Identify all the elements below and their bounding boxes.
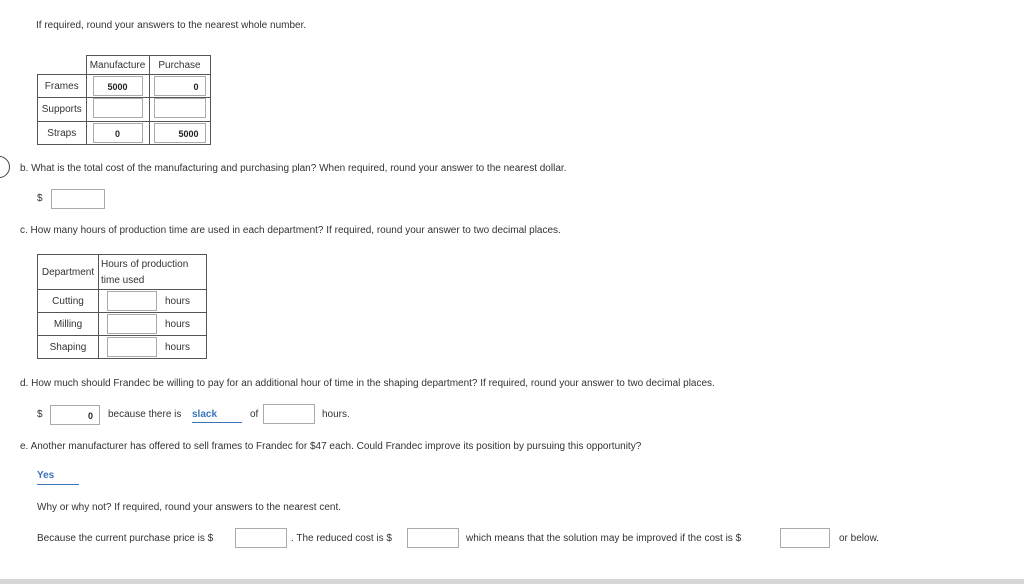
question-c-text: c. How many hours of production time are used in each department? If required, round your answer to two decimal places. [20, 225, 561, 236]
dept-label-cutting: Cutting [38, 290, 99, 313]
plan-table [37, 55, 211, 145]
total-cost-input[interactable] [51, 189, 105, 209]
shaping-price-input[interactable]: 0 [50, 405, 100, 425]
intro-instruction: If required, round your answers to the nearest whole number. [36, 20, 307, 31]
current-price-label: Because the current purchase price is $ [37, 533, 214, 544]
bottom-scroll-rule [0, 579, 1024, 584]
frames-purchase-input[interactable]: 0 [154, 76, 206, 96]
hours-table [37, 254, 207, 359]
current-purchase-price-input[interactable] [235, 528, 287, 548]
improve-threshold-label: which means that the solution may be improved if the cost is $ [466, 533, 742, 544]
slack-amount-input[interactable] [263, 404, 315, 424]
supports-purchase-input[interactable] [154, 98, 206, 118]
header-hours-of-production: Hours of production time used [99, 255, 207, 290]
row-label-frames: Frames [38, 75, 87, 98]
reduced-cost-label: . The reduced cost is $ [291, 533, 392, 544]
supports-manufacture-input[interactable] [93, 98, 143, 118]
frames-manufacture-input[interactable]: 5000 [93, 76, 143, 96]
shaping-price-currency: $ [37, 409, 43, 420]
milling-hours-unit: hours [165, 318, 191, 330]
header-manufacture: Manufacture [86, 56, 149, 75]
row-label-straps: Straps [38, 122, 87, 145]
or-below-text: or below. [839, 533, 880, 544]
hours-suffix-text: hours. [322, 409, 350, 420]
why-or-why-not-text: Why or why not? If required, round your answers to the nearest cent. [37, 502, 342, 513]
straps-manufacture-input[interactable]: 0 [93, 123, 143, 143]
cutting-hours-input[interactable] [107, 291, 157, 311]
dept-label-milling: Milling [38, 313, 99, 336]
cutting-hours-unit: hours [165, 295, 191, 307]
straps-purchase-input[interactable]: 5000 [154, 123, 206, 143]
of-text: of [250, 409, 259, 420]
shaping-hours-input[interactable] [107, 337, 157, 357]
shaping-hours-unit: hours [165, 341, 191, 353]
slack-dropdown[interactable]: slack [192, 409, 242, 423]
improve-position-dropdown[interactable]: Yes [37, 470, 79, 485]
dept-label-shaping: Shaping [38, 336, 99, 359]
because-there-is-text: because there is [108, 409, 182, 420]
question-d-text: d. How much should Frandec be willing to pay for an additional hour of time in the shaping department? If required, round your answer to two decimal places. [20, 378, 715, 389]
row-label-supports: Supports [38, 98, 87, 122]
question-marker-circle [0, 156, 10, 178]
question-e-text: e. Another manufacturer has offered to sell frames to Frandec for $47 each. Could Frandec improve its position by pursuing this opportunity? [20, 441, 642, 452]
question-b-text: b. What is the total cost of the manufacturing and purchasing plan? When required, round your answer to the nearest dollar. [20, 163, 567, 174]
header-purchase: Purchase [149, 56, 210, 75]
header-department: Department [38, 255, 99, 290]
total-cost-currency: $ [37, 193, 43, 204]
reduced-cost-input[interactable] [407, 528, 459, 548]
improve-threshold-input[interactable] [780, 528, 830, 548]
milling-hours-input[interactable] [107, 314, 157, 334]
